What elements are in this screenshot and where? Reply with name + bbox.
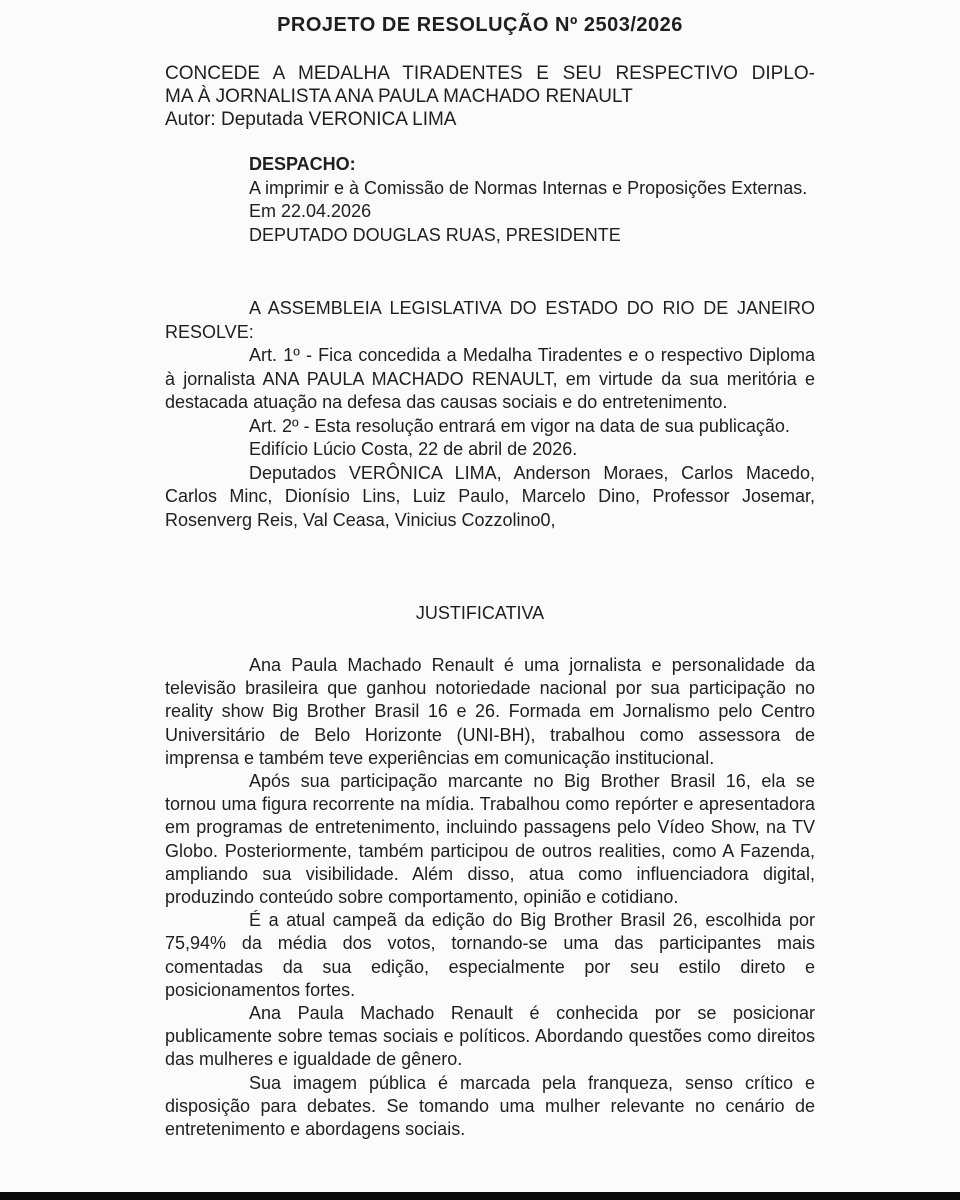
despacho-signer: DEPUTADO DOUGLAS RUAS, PRESIDENTE bbox=[249, 224, 621, 245]
despacho-text: A imprimir e à Comissão de Normas Internas e Proposições Externas. bbox=[249, 177, 808, 198]
ementa-block bbox=[165, 62, 815, 131]
article-2: Art. 2º - Esta resolução entrará em vigor na data de sua publicação. bbox=[249, 415, 790, 436]
justificativa-paragraph-4: Ana Paula Machado Renault é conhecida por se posicionar publicamente sobre temas sociais e políticos. Abordando questões como direitos das mulheres e igualdade de gênero. bbox=[165, 1003, 815, 1070]
justificativa-heading: JUSTIFICATIVA bbox=[415, 603, 545, 623]
resolution-body bbox=[165, 297, 815, 532]
despacho-block bbox=[249, 153, 814, 247]
place-date: Edifício Lúcio Costa, 22 de abril de 2026. bbox=[249, 439, 578, 459]
justificativa-paragraph-2: Após sua participação marcante no Big Brother Brasil 16, ela se tornou uma figura recorrente na mídia. Trabalhou como repórter e apresentadora em programas de entretenimento, incluindo passagens pelo Vídeo Show, na TV Globo. Posteriormente, também participou de outros realities, como A Fazenda, ampliando sua visibilidade. Além disso, atua como influenciadora digital, produzindo conteúdo sobre comportamento, opinião e cotidiano. bbox=[165, 771, 815, 908]
ementa-line-2: MA À JORNALISTA ANA PAULA MACHADO RENAULT bbox=[165, 86, 633, 107]
bottom-edge-bar bbox=[0, 1192, 960, 1200]
resolution-preamble: A ASSEMBLEIA LEGISLATIVA DO ESTADO DO RIO DE JANEIRO RESOLVE: bbox=[165, 298, 815, 342]
justificativa-paragraph-1: Ana Paula Machado Renault é uma jornalista e personalidade da televisão brasileira que ganhou notoriedade nacional por sua participação no reality show Big Brother Brasil 16 e 26. Formada em Jornalismo pelo Centro Universitário de Belo Horizonte (UNI-BH), trabalhou como assessora de imprensa e também teve experiências em comunicação institucional. bbox=[165, 655, 815, 768]
signatories: Deputados VERÔNICA LIMA, Anderson Moraes, Carlos Macedo, Carlos Minc, Dionísio Lins, Luiz Paulo, Marcelo Dino, Professor Josemar, Rosenverg Reis, Val Ceasa, Vinicius Cozzolino0, bbox=[165, 462, 815, 530]
article-1: Art. 1º - Fica concedida a Medalha Tiradentes e o respectivo Diploma à jornalista ANA PAULA MACHADO RENAULT, em virtude da sua meritória e destacada atuação na defesa das causas sociais e do entretenimento. bbox=[165, 345, 815, 412]
justificativa-paragraph-3: É a atual campeã da edição do Big Brother Brasil 26, escolhida por 75,94% da média dos votos, tornando-se uma das participantes mais comentadas da sua edição, especialmente por seu estilo direto e posicionamentos fortes. bbox=[165, 910, 815, 1000]
page-title: PROJETO DE RESOLUÇÃO Nº 2503/2026 bbox=[277, 14, 683, 36]
justificativa-body bbox=[165, 654, 815, 1141]
justificativa-paragraph-5: Sua imagem pública é marcada pela franqueza, senso crítico e disposição para debates. Se tomando uma mulher relevante no cenário de entretenimento e abordagens sociais. bbox=[165, 1072, 815, 1140]
despacho-date: Em 22.04.2026 bbox=[249, 201, 372, 221]
author-line: Autor: Deputada VERONICA LIMA bbox=[165, 109, 457, 130]
despacho-heading: DESPACHO: bbox=[249, 154, 356, 174]
ementa-line-1: CONCEDE A MEDALHA TIRADENTES E SEU RESPECTIVO DIPLO- bbox=[165, 63, 815, 84]
